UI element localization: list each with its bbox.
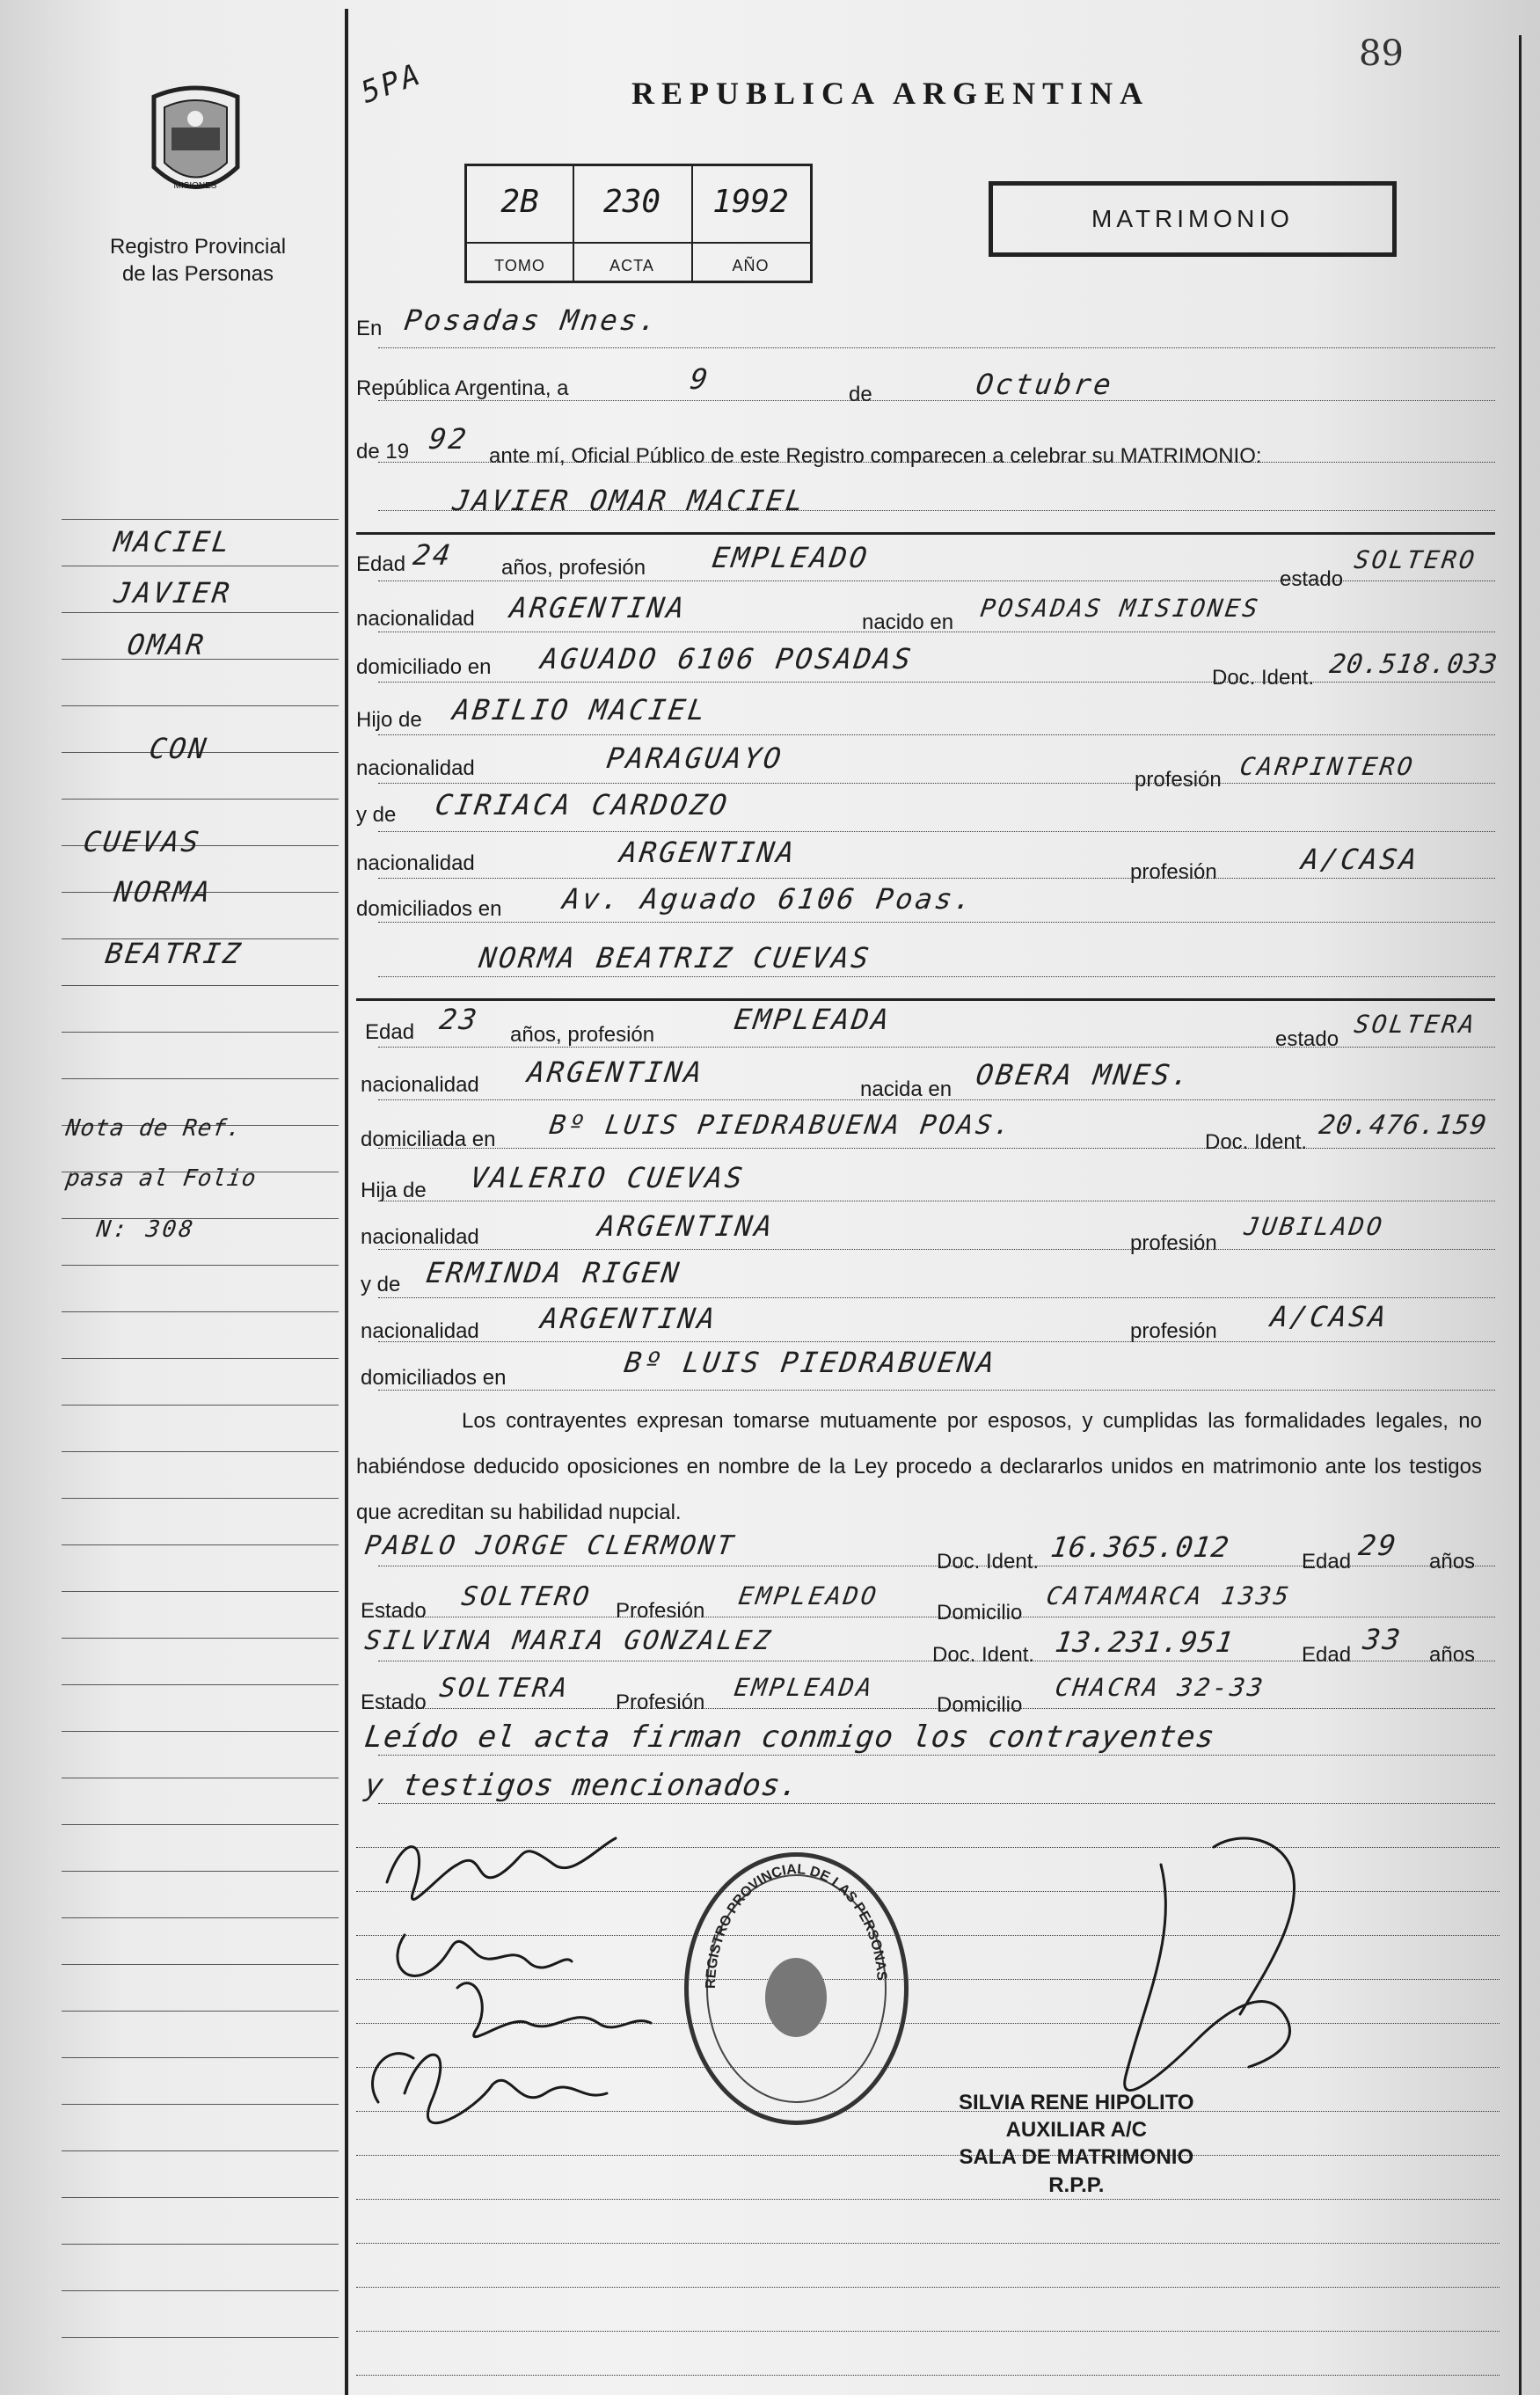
witness-2-doc: 13.231.951 [1053,1625,1237,1659]
margin-rule-line [62,2011,339,2012]
groom-nacido-label: nacido en [862,610,954,634]
record-type: MATRIMONIO [989,181,1397,257]
officer-office: SALA DE MATRIMONIO [959,2145,1194,2170]
groom-parents-address: Av. Aguado 6106 Poas. [560,882,977,916]
ano-label: AÑO [732,257,770,274]
officer-name: SILVIA RENE HIPOLITO [959,2091,1194,2114]
groom-profesion-label: años, profesión [501,556,646,580]
bride-parents-address: Bº LUIS PIEDRABUENA [622,1346,999,1379]
signature-officer [1125,1838,1295,2091]
signature-rule-line [356,2331,1500,2332]
bride-y-de-label: y de [361,1273,401,1296]
signatures [352,1812,1495,2199]
margin-rule-line [62,1871,339,1872]
groom-name: JAVIER OMAR MACIEL [450,484,808,517]
margin-rule-line [62,1032,339,1033]
field-rule-line [378,831,1495,832]
signature-groom [387,1838,616,1899]
groom-edad-label: Edad [356,552,406,576]
bride-domicilio-label: domiciliada en [361,1128,496,1151]
signature-rule-line [356,2375,1500,2376]
bride-nationality: ARGENTINA [525,1055,707,1089]
year-suffix: 92 [427,422,471,456]
witness-1-anos-label: años [1429,1550,1476,1574]
witness-2-estado: SOLTERA [437,1673,572,1704]
field-rule-line [378,976,1495,977]
margin-rule-line [62,2244,339,2245]
closing-line-1: Leído el acta firman conmigo los contrayentes [362,1720,1217,1755]
field-rule-line [378,1148,1495,1149]
right-border [1519,35,1522,2395]
provincial-seal-icon [145,79,246,207]
witness-1-estado-label: Estado [361,1599,427,1623]
groom-age: 24 [411,538,456,572]
bride-estado: SOLTERA [1352,1010,1479,1039]
bride-father-prof-label: profesión [1130,1231,1217,1255]
groom-mother-nat-label: nacionalidad [356,851,475,875]
margin-rule-line [62,2337,339,2338]
margin-rule-line [62,1591,339,1592]
margin-name-groom-1: JAVIER [112,576,235,610]
witness-1-estado: SOLTERO [459,1581,594,1612]
margin-rule-line [62,1311,339,1312]
place-value: Posadas Mnes. [402,303,662,337]
witness-2-doc-label: Doc. Ident. [932,1643,1035,1667]
bride-doc: 20.476.159 [1317,1110,1490,1141]
margin-rule-line [62,1451,339,1452]
groom-doc: 20.518.033 [1327,649,1500,680]
groom-y-de-label: y de [356,803,397,827]
groom-birthplace: POSADAS MISIONES [978,594,1263,623]
witness-1-doc-label: Doc. Ident. [937,1550,1040,1574]
witness-2-address: CHACRA 32-33 [1053,1673,1267,1702]
groom-estado-label: estado [1280,567,1344,591]
signature-rule-line [356,2287,1500,2288]
field-rule-line [378,783,1495,784]
margin-rule-line [62,1824,339,1825]
groom-doc-label: Doc. Ident. [1212,666,1315,690]
bride-name: NORMA BEATRIZ CUEVAS [477,941,873,975]
bride-estado-label: estado [1275,1027,1339,1051]
field-rule-line [378,922,1495,923]
bride-mother-nationality: ARGENTINA [538,1302,720,1335]
groom-mother-prof-label: profesión [1130,860,1217,884]
bride-address: Bº LUIS PIEDRABUENA POAS. [547,1110,1016,1141]
groom-nationality: ARGENTINA [507,591,690,624]
field-rule-line [378,1803,1495,1804]
acta-label: ACTA [609,257,654,274]
bride-domiciliados-label: domiciliados en [361,1366,507,1390]
year-prefix: de 19 [356,440,410,464]
margin-rule-line [62,799,339,800]
bride-mother-prof-label: profesión [1130,1319,1217,1343]
field-rule-line [378,347,1495,348]
groom-estado: SOLTERO [1352,545,1479,574]
groom-domicilio-label: domiciliado en [356,655,492,679]
groom-mother-profession: A/CASA [1299,843,1422,876]
margin-rule-line [62,519,339,520]
bride-father-nationality: ARGENTINA [595,1209,777,1243]
margin-name-bride-2: BEATRIZ [103,937,245,970]
margin-rule-line [62,1544,339,1545]
registry-name [79,233,317,288]
officer-title: AUXILIAR A/C [1005,2118,1148,2143]
margin-surname-bride: CUEVAS [81,825,204,858]
groom-address: AGUADO 6106 POSADAS [538,642,916,675]
witness-1-doc: 16.365.012 [1048,1530,1232,1564]
margin-name-groom-2: OMAR [125,628,208,661]
margin-rule-line [62,1638,339,1639]
groom-mother-nationality: ARGENTINA [617,836,799,869]
margin-note-1: Nota de Ref. [63,1115,244,1142]
section-divider [356,532,1495,535]
margin-rule-line [62,2197,339,2198]
bride-birthplace: OBERA MNES. [974,1058,1194,1092]
bride-mother-profession: A/CASA [1268,1300,1391,1333]
field-rule-line [378,1341,1495,1342]
field-rule-line [378,1755,1495,1756]
tomo-label: TOMO [494,257,545,274]
ano-value: 1992 [712,184,789,220]
bride-profession: EMPLEADA [732,1003,894,1036]
margin-rule-line [62,2290,339,2291]
corner-note: 5PA [356,56,427,111]
witness-1-edad-label: Edad [1302,1550,1352,1574]
witness-2-anos-label: años [1429,1643,1476,1667]
margin-con: CON [147,732,211,765]
bride-father-nat-label: nacionalidad [361,1225,479,1249]
tomo-value: 2B [500,184,539,220]
margin-rule-line [62,1731,339,1732]
witness-2-profesion-label: Profesión [616,1690,705,1714]
witness-2-age: 33 [1361,1623,1405,1656]
witness-1-profesion-label: Profesión [616,1599,705,1623]
signature-rule-line [356,2199,1500,2200]
bride-mother-nat-label: nacionalidad [361,1319,479,1343]
stamp-text: REGISTRO PROVINCIAL DE LAS PERSONAS [703,1862,889,1990]
margin-name-bride-1: NORMA [112,875,215,909]
margin-note-2: pasa al Folio [63,1165,259,1192]
witness-1-name: PABLO JORGE CLERMONT [362,1530,738,1561]
country-title: REPUBLICA ARGENTINA [631,76,1150,111]
margin-surname-groom: MACIEL [112,525,235,559]
margin-note-3: N: 308 [94,1216,198,1243]
margin-rule-line [62,985,339,986]
seal-text: MISIONES [173,181,217,191]
groom-father: ABILIO MACIEL [450,693,711,727]
witness-1-age: 29 [1356,1529,1401,1562]
republica-label: República Argentina, a [356,376,569,400]
witness-2-domicilio-label: Domicilio [937,1693,1023,1717]
officer-block [959,2089,1194,2199]
groom-profession: EMPLEADO [710,541,872,574]
margin-rule-line [62,1265,339,1266]
groom-nacionalidad-label: nacionalidad [356,607,475,631]
bride-doc-label: Doc. Ident. [1205,1130,1308,1154]
declaration-line: ante mí, Oficial Público de este Registro comparecen a celebrar su MATRIMONIO: [489,444,1262,468]
signature-witness-2 [405,2055,607,2123]
registry-line-2: de las Personas [121,262,274,287]
declaration-paragraph: Los contrayentes expresan tomarse mutuamente por esposos, y cumplidas las formalidades legales, no habiéndose deducido oposiciones en nombre de la Ley procedo a declararlos unidos en matrimonio ante los testigos que acreditan su habilidad nupcial. [356,1409,1482,1524]
de-label: de [849,383,872,406]
witness-2-profession: EMPLEADA [732,1673,877,1702]
field-rule-line [378,734,1495,735]
witness-2-edad-label: Edad [1302,1643,1352,1667]
en-label: En [356,317,383,340]
margin-rule-line [62,2057,339,2058]
officer-code: R.P.P. [1048,2172,1105,2197]
bride-profesion-label: años, profesión [510,1023,655,1047]
groom-mother: CIRIACA CARDOZO [433,788,732,821]
margin-rule-line [62,2150,339,2151]
signature-rule-line [356,2243,1500,2244]
groom-hijo-label: Hijo de [356,708,422,732]
field-rule-line [378,878,1495,879]
bride-father-profession: JUBILADO [1242,1212,1387,1241]
field-rule-line [378,1297,1495,1298]
witness-1-address: CATAMARCA 1335 [1044,1581,1294,1610]
bride-father: VALERIO CUEVAS [468,1161,748,1194]
acta-value: 230 [602,184,661,220]
margin-rule-line [62,705,339,706]
field-rule-line [378,1390,1495,1391]
registry-line-1: Registro Provincial [109,235,287,259]
field-rule-line [378,1249,1495,1250]
witness-2-name: SILVINA MARIA GONZALEZ [362,1625,775,1656]
month-value: Octubre [974,368,1116,401]
margin-rule-line [62,1684,339,1685]
margin-rule-line [62,1078,339,1079]
day-value: 9 [688,362,712,396]
tomo-cell [467,166,574,281]
bride-edad-label: Edad [365,1020,415,1044]
margin-rule-line [62,1405,339,1406]
section-divider [356,998,1495,1001]
margin-rule-line [62,1917,339,1918]
witness-1-domicilio-label: Domicilio [937,1601,1023,1625]
signature-bride [398,1935,572,1975]
bride-hija-label: Hija de [361,1179,427,1202]
field-rule-line [378,682,1495,683]
page-number: 89 [1359,33,1404,74]
groom-domiciliados-label: domiciliados en [356,897,502,921]
margin-rule-line [62,2104,339,2105]
bride-mother: ERMINDA RIGEN [424,1256,684,1289]
groom-father-prof-label: profesión [1135,768,1222,792]
bride-age: 23 [437,1003,482,1036]
bride-nacida-label: nacida en [860,1077,952,1101]
margin-rule-line [62,612,339,613]
acta-cell [573,166,693,281]
groom-father-nationality: PARAGUAYO [604,741,786,775]
signature-witness-1 [457,1983,651,2037]
margin-divider [345,9,348,2395]
margin-rule-line [62,1358,339,1359]
margin-rule-line [62,1498,339,1499]
registry-stamp [684,1852,909,2125]
record-number-box [464,164,813,283]
witness-1-profession: EMPLEADO [736,1581,881,1610]
groom-father-profession: CARPINTERO [1237,752,1417,781]
ano-cell [691,166,810,281]
closing-line-2: y testigos mencionados. [362,1768,802,1803]
margin-rule-line [62,1964,339,1965]
witness-2-estado-label: Estado [361,1690,427,1714]
bride-nacionalidad-label: nacionalidad [361,1073,479,1097]
groom-father-nat-label: nacionalidad [356,756,475,780]
